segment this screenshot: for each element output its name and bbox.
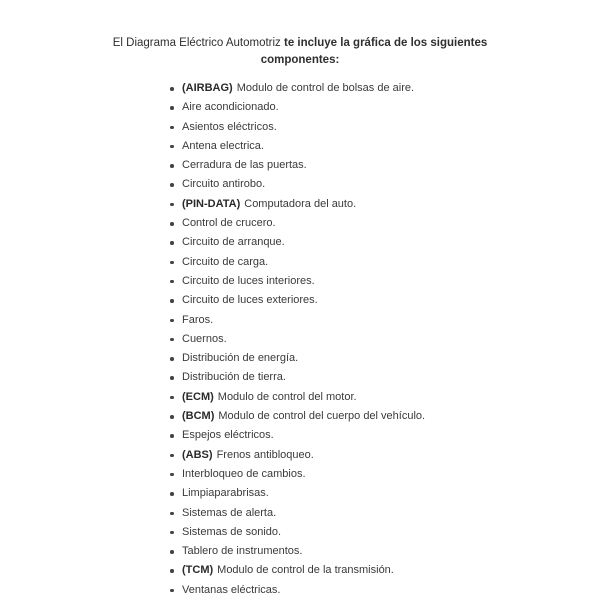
list-item-text: Sistemas de alerta. — [182, 506, 277, 519]
list-item-text: Circuito de luces interiores. — [182, 274, 315, 287]
bullet-icon — [170, 338, 174, 342]
bullet-icon — [170, 492, 174, 496]
bullet-icon — [170, 512, 174, 516]
list-item — [168, 446, 425, 465]
intro-plain-text: El Diagrama Eléctrico Automotriz — [112, 37, 285, 49]
list-item-text: Distribución de energía. — [182, 352, 299, 365]
list-item — [168, 426, 425, 445]
list-item-abbreviation: (BCM) — [182, 410, 215, 423]
list-item — [168, 484, 425, 503]
list-item — [168, 156, 425, 175]
intro-bold-text: te incluye la gráfica de los siguientes componentes: — [260, 37, 488, 66]
bullet-icon — [170, 531, 174, 535]
bullet-icon — [170, 164, 174, 168]
bullet-icon — [170, 222, 174, 226]
bullet-icon — [170, 106, 174, 110]
list-item-text: Circuito de arranque. — [182, 236, 285, 249]
list-item — [168, 137, 425, 156]
list-item-text: Tablero de instrumentos. — [182, 545, 303, 558]
list-item-text: Circuito de carga. — [182, 255, 269, 268]
bullet-icon — [170, 454, 174, 458]
bullet-icon — [170, 319, 174, 323]
list-item-text: Computadora del auto. — [244, 197, 357, 210]
list-item — [168, 542, 425, 561]
intro-paragraph — [80, 35, 520, 69]
list-item-abbreviation: (ABS) — [182, 448, 213, 461]
list-item-text: Modulo de control de la transmisión. — [217, 564, 394, 577]
list-item — [168, 581, 425, 600]
list-item — [168, 407, 425, 426]
list-item — [168, 388, 425, 407]
list-item — [168, 195, 425, 214]
list-item-text: Modulo de control del motor. — [217, 390, 357, 403]
list-item — [168, 98, 425, 117]
bullet-icon — [170, 145, 174, 149]
bullet-icon — [170, 299, 174, 303]
list-item-text: Frenos antibloqueo. — [216, 448, 314, 461]
list-item — [168, 272, 425, 291]
list-item-text: Espejos eléctricos. — [182, 429, 274, 442]
list-item-text: Faros. — [182, 313, 214, 326]
list-item — [168, 214, 425, 233]
list-item-text: Asientos eléctricos. — [182, 120, 277, 133]
list-item — [168, 504, 425, 523]
list-item — [168, 523, 425, 542]
list-item — [168, 233, 425, 252]
list-item-text: Circuito de luces exteriores. — [182, 294, 318, 307]
bullet-icon — [170, 376, 174, 380]
list-item-text: Antena electrica. — [182, 139, 264, 152]
bullet-icon — [170, 569, 174, 573]
list-item — [168, 368, 425, 387]
list-item-text: Aire acondicionado. — [182, 101, 279, 114]
bullet-icon — [170, 203, 174, 207]
bullet-icon — [170, 280, 174, 284]
list-item-text: Cerradura de las puertas. — [182, 159, 307, 172]
list-item — [168, 311, 425, 330]
bullet-icon — [170, 415, 174, 419]
list-item-text: Control de crucero. — [182, 217, 276, 230]
list-item — [168, 465, 425, 484]
list-item — [168, 349, 425, 368]
list-item — [168, 561, 425, 580]
list-item-text: Modulo de control de bolsas de aire. — [236, 82, 415, 94]
list-item — [168, 330, 425, 349]
list-item-text: Distribución de tierra. — [182, 371, 286, 384]
bullet-icon — [170, 261, 174, 265]
list-item — [168, 175, 425, 194]
list-item-text: Interbloqueo de cambios. — [182, 467, 306, 480]
list-item-abbreviation: (ECM) — [182, 390, 214, 403]
list-item-text: Limpiaparabrisas. — [182, 487, 269, 500]
list-item-abbreviation: (TCM) — [182, 564, 214, 577]
component-list — [168, 79, 425, 600]
list-item-text: Cuernos. — [182, 332, 227, 345]
list-item-abbreviation: (PIN-DATA) — [182, 197, 241, 210]
bullet-icon — [170, 357, 174, 361]
bullet-icon — [170, 183, 174, 187]
bullet-icon — [170, 126, 174, 130]
list-item — [168, 118, 425, 137]
list-item-text: Ventanas eléctricas. — [182, 583, 281, 596]
list-item-abbreviation: (AIRBAG) — [182, 82, 233, 94]
bullet-icon — [170, 396, 174, 400]
bullet-icon — [170, 241, 174, 245]
list-item-text: Circuito antirobo. — [182, 178, 266, 191]
list-item — [168, 253, 425, 272]
bullet-icon — [170, 434, 174, 438]
bullet-icon — [170, 473, 174, 477]
list-item-text: Sistemas de sonido. — [182, 525, 282, 538]
bullet-icon — [170, 87, 174, 91]
bullet-icon — [170, 589, 174, 593]
list-item — [168, 79, 425, 98]
bullet-icon — [170, 550, 174, 554]
list-item — [168, 291, 425, 310]
list-item-text: Modulo de control del cuerpo del vehículo. — [218, 410, 426, 423]
